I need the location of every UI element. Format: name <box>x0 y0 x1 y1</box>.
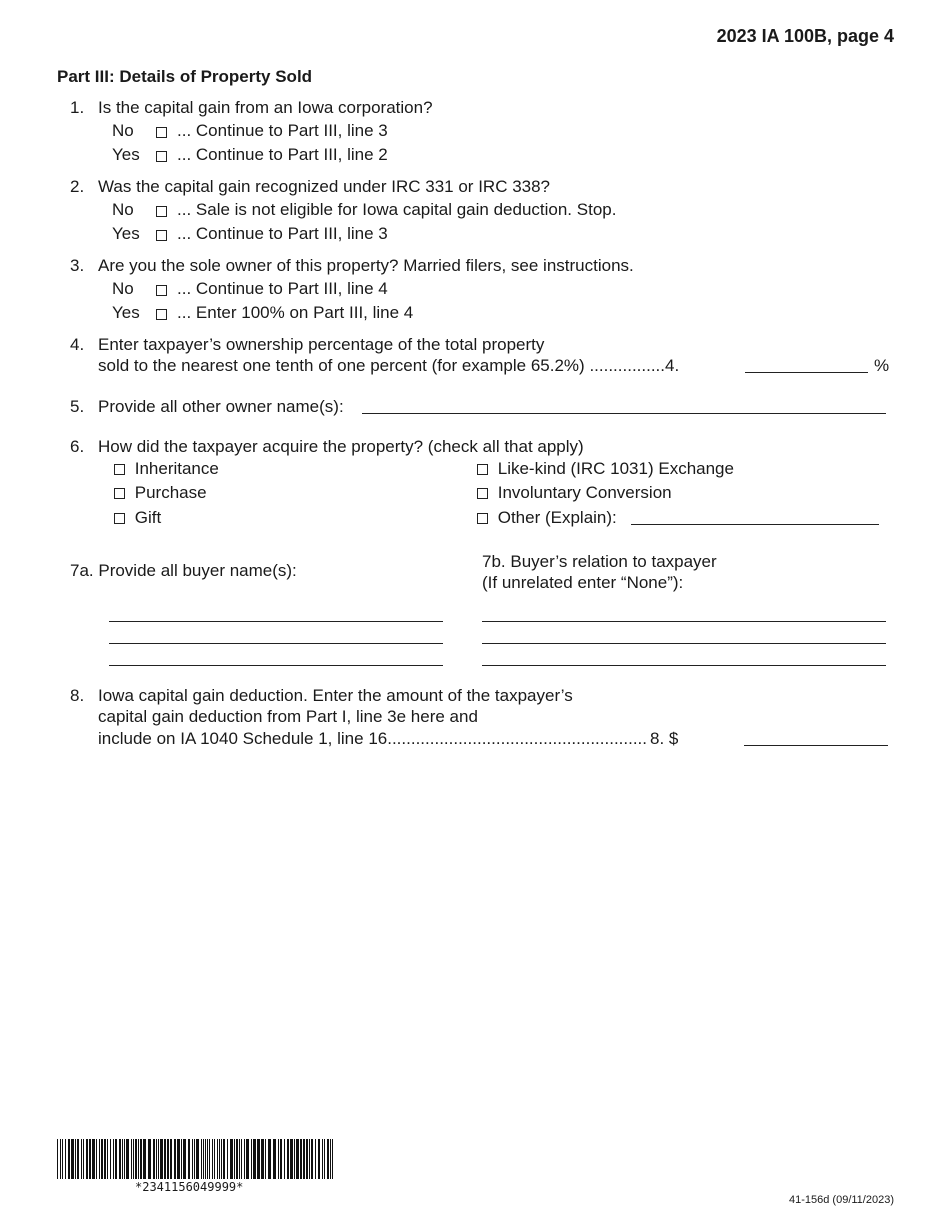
barcode-bar <box>261 1139 264 1179</box>
part-heading: Part III: Details of Property Sold <box>57 67 313 86</box>
barcode-bar <box>124 1139 125 1179</box>
barcode-bar <box>86 1139 88 1179</box>
q6-involuntary-label: Involuntary Conversion <box>497 483 672 502</box>
barcode-bar <box>214 1139 215 1179</box>
q6-other-option[interactable] <box>477 509 617 526</box>
q7b-label-line1: 7b. Buyer’s relation to taxpayer <box>482 552 717 571</box>
barcode-bar <box>332 1139 333 1179</box>
barcode-bar <box>174 1139 176 1179</box>
barcode-bar <box>253 1139 256 1179</box>
barcode-bar <box>96 1139 97 1179</box>
barcode-bar <box>221 1139 222 1179</box>
barcode-bar <box>306 1139 308 1179</box>
q3-no-label: No <box>112 279 134 298</box>
barcode-bar <box>284 1139 285 1179</box>
q5-owner-names-input[interactable] <box>362 413 886 414</box>
q7b-relation-input-3[interactable] <box>482 665 886 666</box>
barcode-bar <box>57 1139 58 1179</box>
q4-leader: ................ <box>589 356 666 375</box>
barcode-bar <box>223 1139 225 1179</box>
page-header: 2023 IA 100B, page 4 <box>716 26 894 46</box>
q3-text: Are you the sole owner of this property? Married filers, see instructions. <box>98 256 634 275</box>
barcode-bar <box>244 1139 245 1179</box>
q7a-buyer-name-input-1[interactable] <box>109 621 443 622</box>
q6-number: 6. <box>70 437 85 456</box>
q6-like-kind-label: Like-kind (IRC 1031) Exchange <box>497 459 734 478</box>
q8-leader: ....................................................... <box>387 729 648 748</box>
barcode-bar <box>107 1139 108 1179</box>
barcode-text: *2341156049999* <box>135 1180 244 1194</box>
barcode-bar <box>324 1139 325 1179</box>
barcode-bar <box>322 1139 323 1179</box>
barcode-bar <box>280 1139 282 1179</box>
q4-line-ref: 4. <box>665 356 680 375</box>
barcode-bar <box>212 1139 213 1179</box>
q5-number: 5. <box>70 397 85 416</box>
barcode-bar <box>62 1139 63 1179</box>
q7b-relation-input-2[interactable] <box>482 643 886 644</box>
barcode-bar <box>309 1139 310 1179</box>
q5-text: Provide all other owner name(s): <box>98 397 344 416</box>
q1-no-text: ... Continue to Part III, line 3 <box>177 121 388 140</box>
q6-purchase-option[interactable] <box>114 484 207 501</box>
q2-no-label: No <box>112 200 134 219</box>
q4-percent-sign: % <box>874 356 890 375</box>
q6-gift-checkbox[interactable] <box>114 513 125 524</box>
q3-yes-label: Yes <box>112 303 140 322</box>
barcode-bar <box>205 1139 206 1179</box>
barcode-bar <box>257 1139 260 1179</box>
barcode-bar <box>99 1139 100 1179</box>
q1-no-label: No <box>112 121 134 140</box>
q2-yes-checkbox[interactable] <box>156 226 167 243</box>
barcode-bar <box>110 1139 111 1179</box>
barcode-bar <box>126 1139 129 1179</box>
barcode-bar <box>89 1139 91 1179</box>
barcode-bar <box>303 1139 305 1179</box>
q2-text: Was the capital gain recognized under IRC 331 or IRC 338? <box>98 177 551 196</box>
q3-no-text: ... Continue to Part III, line 4 <box>177 279 388 298</box>
barcode-bar <box>330 1139 331 1179</box>
q6-like-kind-option[interactable] <box>477 460 734 477</box>
q6-inheritance-label: Inheritance <box>134 459 219 478</box>
q2-no-text: ... Sale is not eligible for Iowa capital gain deduction. Stop. <box>177 200 617 219</box>
barcode-bar <box>133 1139 134 1179</box>
q8-text-line3: include on IA 1040 Schedule 1, line 16....................................................... 8. $ <box>98 729 679 748</box>
barcode-bar <box>135 1139 137 1179</box>
q6-involuntary-checkbox[interactable] <box>477 488 488 499</box>
barcode-bar <box>251 1139 252 1179</box>
q4-text-line2: sold to the nearest one tenth of one percent (for example 65.2%) ................4. <box>98 356 680 375</box>
q3-yes-text: ... Enter 100% on Part III, line 4 <box>177 303 414 322</box>
q2-number: 2. <box>70 177 85 196</box>
barcode-bar <box>227 1139 228 1179</box>
q2-no-checkbox[interactable] <box>156 202 167 219</box>
barcode-bar <box>290 1139 293 1179</box>
q4-number: 4. <box>70 335 85 354</box>
barcode-bar <box>170 1139 172 1179</box>
q7a-buyer-name-input-2[interactable] <box>109 643 443 644</box>
q2-yes-text: ... Continue to Part III, line 3 <box>177 224 388 243</box>
form-id: 41-156d (09/11/2023) <box>789 1194 894 1206</box>
barcode-bar <box>230 1139 233 1179</box>
barcode-bar <box>241 1139 242 1179</box>
barcode-bar <box>327 1139 329 1179</box>
barcode-bar <box>268 1139 271 1179</box>
barcode-bar <box>148 1139 151 1179</box>
barcode-bar <box>203 1139 204 1179</box>
q3-yes-checkbox[interactable] <box>156 305 167 322</box>
q1-text: Is the capital gain from an Iowa corporation? <box>98 98 433 117</box>
barcode-bar <box>104 1139 106 1179</box>
barcode-bar <box>315 1139 316 1179</box>
barcode-bar <box>196 1139 199 1179</box>
barcode-bar <box>311 1139 313 1179</box>
q8-number: 8. <box>70 686 85 705</box>
q6-other-checkbox[interactable] <box>477 513 488 524</box>
q6-purchase-label: Purchase <box>134 483 207 502</box>
barcode-bar <box>296 1139 299 1179</box>
barcode-bar <box>81 1139 82 1179</box>
q7a-label: 7a. Provide all buyer name(s): <box>70 561 297 580</box>
q6-purchase-checkbox[interactable] <box>114 488 125 499</box>
barcode-bar <box>234 1139 235 1179</box>
barcode-bar <box>236 1139 238 1179</box>
barcode-bar <box>115 1139 117 1179</box>
barcode-bar <box>318 1139 320 1179</box>
q8-text-line2: capital gain deduction from Part I, line 3e here and <box>98 707 478 726</box>
barcode-bar <box>153 1139 155 1179</box>
barcode-bar <box>60 1139 61 1179</box>
barcode-bar <box>160 1139 163 1179</box>
q1-yes-text: ... Continue to Part III, line 2 <box>177 145 388 164</box>
barcode-bar <box>75 1139 76 1179</box>
q6-other-label: Other (Explain): <box>497 508 617 527</box>
q4-percent-input[interactable] <box>745 372 868 373</box>
barcode-bar <box>219 1139 220 1179</box>
barcode-bar <box>194 1139 195 1179</box>
q6-like-kind-checkbox[interactable] <box>477 464 488 475</box>
barcode-bar <box>265 1139 266 1179</box>
barcode-bar <box>158 1139 159 1179</box>
q6-inheritance-checkbox[interactable] <box>114 464 125 475</box>
barcode-bar <box>246 1139 249 1179</box>
barcode-bar <box>300 1139 302 1179</box>
barcode-bar <box>138 1139 139 1179</box>
barcode-bar <box>143 1139 146 1179</box>
barcode-image <box>57 1139 337 1179</box>
q7a-buyer-name-input-3[interactable] <box>109 665 443 666</box>
barcode-bar <box>65 1139 66 1179</box>
q6-other-explain-input[interactable] <box>631 524 879 525</box>
barcode-bar <box>83 1139 84 1179</box>
barcode-bar <box>278 1139 279 1179</box>
barcode-bar <box>239 1139 240 1179</box>
barcode-bar <box>113 1139 114 1179</box>
q6-gift-label: Gift <box>134 508 162 527</box>
q2-yes-label: Yes <box>112 224 140 243</box>
barcode-bar <box>119 1139 121 1179</box>
barcode-bar <box>183 1139 186 1179</box>
q1-number: 1. <box>70 98 85 117</box>
barcode-bar <box>188 1139 190 1179</box>
barcode-bar <box>131 1139 132 1179</box>
barcode-bar <box>192 1139 193 1179</box>
barcode-bar <box>77 1139 79 1179</box>
q6-text: How did the taxpayer acquire the property? (check all that apply) <box>98 437 584 456</box>
barcode-bar <box>273 1139 276 1179</box>
barcode-bar <box>68 1139 70 1179</box>
q3-no-checkbox[interactable] <box>156 281 167 298</box>
q1-yes-checkbox[interactable] <box>156 147 167 164</box>
barcode-bar <box>101 1139 103 1179</box>
q8-line-ref: 8. $ <box>650 729 679 748</box>
barcode-bar <box>294 1139 295 1179</box>
barcode-bar <box>140 1139 142 1179</box>
q3-number: 3. <box>70 256 85 275</box>
q1-yes-label: Yes <box>112 145 140 164</box>
q6-involuntary-option[interactable] <box>477 484 672 501</box>
barcode-bar <box>156 1139 157 1179</box>
barcode-bar <box>287 1139 289 1179</box>
q4-text-line1: Enter taxpayer’s ownership percentage of the total property <box>98 335 545 354</box>
q6-gift-option[interactable] <box>114 509 161 526</box>
q7b-relation-input-1[interactable] <box>482 621 886 622</box>
barcode-bar <box>209 1139 210 1179</box>
barcode-bar <box>201 1139 202 1179</box>
barcode-bar <box>164 1139 166 1179</box>
q8-deduction-amount-input[interactable] <box>744 745 888 746</box>
q7b-label-line2: (If unrelated enter “None”): <box>482 573 684 592</box>
barcode-bar <box>177 1139 180 1179</box>
barcode-bar <box>71 1139 74 1179</box>
q1-no-checkbox[interactable] <box>156 123 167 140</box>
barcode-bar <box>181 1139 182 1179</box>
barcode-bar <box>207 1139 208 1179</box>
barcode-bar <box>167 1139 169 1179</box>
q6-inheritance-option[interactable] <box>114 460 219 477</box>
barcode-bar <box>122 1139 123 1179</box>
barcode-bar <box>217 1139 218 1179</box>
barcode-bar <box>92 1139 95 1179</box>
q8-text-line1: Iowa capital gain deduction. Enter the amount of the taxpayer’s <box>98 686 573 705</box>
